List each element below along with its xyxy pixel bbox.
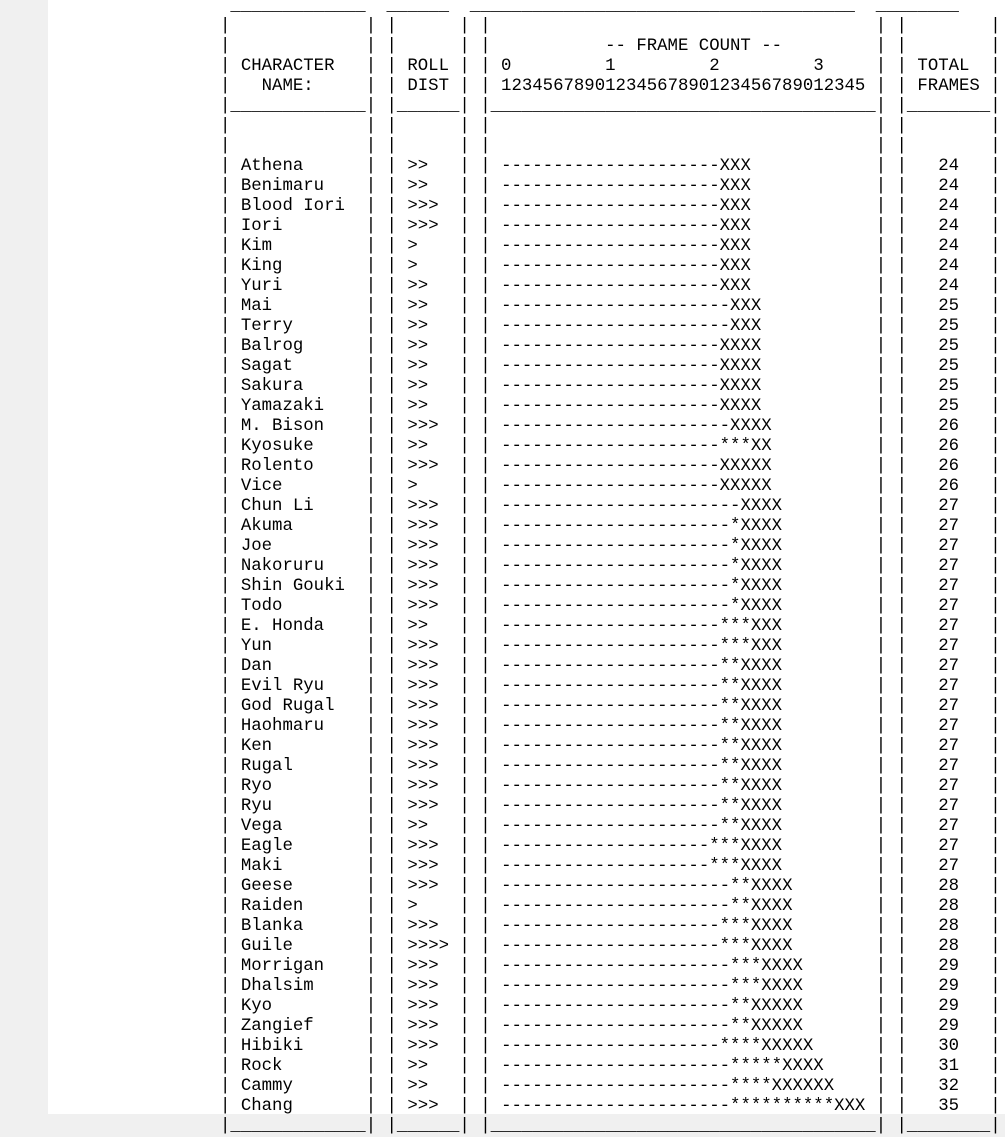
character-name: Dan (240, 657, 366, 676)
total-frames: 25 (917, 377, 991, 396)
frame-bar: ---------------------**XXXX (501, 717, 876, 736)
total-frames: 27 (917, 657, 991, 676)
character-name: Ryo (240, 777, 366, 796)
character-name: Chun Li (240, 497, 366, 516)
frame-bar: ---------------------XXX (501, 177, 876, 196)
character-name: Yuri (240, 277, 366, 296)
total-frames: 26 (917, 437, 991, 456)
frame-bar: ---------------------**XXXX (501, 817, 876, 836)
character-name: Sakura (240, 377, 366, 396)
total-frames: 29 (917, 977, 991, 996)
roll-distance: >>> (407, 857, 460, 876)
frame-bar: ---------------------**XXXX (501, 777, 876, 796)
character-name: Blood Iori (240, 197, 366, 216)
total-frames: 26 (917, 417, 991, 436)
roll-distance: >>> (407, 997, 460, 1016)
frame-bar: ----------------------***XXXX (501, 957, 876, 976)
total-frames: 24 (917, 277, 991, 296)
character-name: God Rugal (240, 697, 366, 716)
roll-distance: >>> (407, 557, 460, 576)
character-name: Rugal (240, 757, 366, 776)
total-frames: 27 (917, 777, 991, 796)
total-frames: 25 (917, 397, 991, 416)
total-frames: 25 (917, 357, 991, 376)
total-frames: 24 (917, 177, 991, 196)
frame-bar: ----------------------XXX (501, 317, 876, 336)
roll-distance: >> (407, 817, 460, 836)
character-name: M. Bison (240, 417, 366, 436)
character-name: Ryu (240, 797, 366, 816)
total-frames: 27 (917, 597, 991, 616)
character-name: Blanka (240, 917, 366, 936)
roll-distance: >> (407, 1057, 460, 1076)
total-frames: 27 (917, 617, 991, 636)
frame-bar: ---------------------XXX (501, 257, 876, 276)
total-frames: 24 (917, 157, 991, 176)
frame-bar: ---------------------XXXX (501, 377, 876, 396)
roll-distance: >> (407, 617, 460, 636)
character-name: Akuma (240, 517, 366, 536)
frame-bar: --------------------***XXXX (501, 837, 876, 856)
total-frames: 28 (917, 877, 991, 896)
total-frames: 27 (917, 857, 991, 876)
column-header-name: NAME: (261, 77, 314, 96)
roll-distance: > (407, 477, 460, 496)
roll-distance: >>> (407, 737, 460, 756)
roll-distance: >>> (407, 1097, 460, 1116)
frame-bar: ----------------------*XXXX (501, 517, 876, 536)
character-name: Rolento (240, 457, 366, 476)
roll-distance: >>> (407, 777, 460, 796)
frame-bar: --------------------***XXXX (501, 857, 876, 876)
roll-distance: >>> (407, 977, 460, 996)
character-name: Shin Gouki (240, 577, 366, 596)
total-frames: 27 (917, 677, 991, 696)
character-name: Dhalsim (240, 977, 366, 996)
character-name: Vega (240, 817, 366, 836)
total-frames: 30 (917, 1037, 991, 1056)
frame-bar: ----------------------*XXXX (501, 557, 876, 576)
character-name: E. Honda (240, 617, 366, 636)
frame-bar: ---------------------****XXXXX (501, 1037, 876, 1056)
roll-distance: >> (407, 317, 460, 336)
roll-distance: >>> (407, 657, 460, 676)
roll-distance: >>> (407, 577, 460, 596)
roll-distance: >>> (407, 1017, 460, 1036)
roll-distance: >>> (407, 717, 460, 736)
column-header-character: CHARACTER (240, 57, 335, 76)
total-frames: 24 (917, 217, 991, 236)
frame-bar: ---------------------XXX (501, 197, 876, 216)
roll-distance: >>> (407, 837, 460, 856)
frame-bar: ---------------------XXX (501, 237, 876, 256)
ruler-digits: 12345678901234567890123456789012345 (501, 77, 866, 96)
total-frames: 27 (917, 537, 991, 556)
column-header-roll: ROLL (407, 57, 449, 76)
character-name: Balrog (240, 337, 366, 356)
character-name: Raiden (240, 897, 366, 916)
character-name: Evil Ryu (240, 677, 366, 696)
roll-distance: >>> (407, 1037, 460, 1056)
total-frames: 29 (917, 1017, 991, 1036)
frame-bar: ---------------------XXXX (501, 357, 876, 376)
roll-distance: >>> (407, 217, 460, 236)
frame-bar: ----------------------***XXXX (501, 977, 876, 996)
character-name: Todo (240, 597, 366, 616)
character-name: Cammy (240, 1077, 366, 1096)
roll-distance: >>> (407, 517, 460, 536)
total-frames: 29 (917, 957, 991, 976)
total-frames: 27 (917, 637, 991, 656)
roll-distance: >>> (407, 697, 460, 716)
total-frames: 31 (917, 1057, 991, 1076)
total-frames: 27 (917, 577, 991, 596)
total-frames: 29 (917, 997, 991, 1016)
frame-bar: ----------------------**XXXXX (501, 997, 876, 1016)
character-name: Kyosuke (240, 437, 366, 456)
frame-bar: ---------------------**XXXX (501, 677, 876, 696)
character-name: Geese (240, 877, 366, 896)
roll-distance: >>> (407, 417, 460, 436)
roll-distance: >>> (407, 597, 460, 616)
roll-distance: >>> (407, 537, 460, 556)
frame-bar: ---------------------XXX (501, 217, 876, 236)
total-frames: 27 (917, 757, 991, 776)
total-frames: 27 (917, 737, 991, 756)
total-frames: 27 (917, 797, 991, 816)
roll-distance: >>> (407, 457, 460, 476)
frame-bar: ----------------------****XXXXXX (501, 1077, 876, 1096)
total-frames: 27 (917, 497, 991, 516)
roll-distance: >> (407, 1077, 460, 1096)
character-name: Sagat (240, 357, 366, 376)
frame-bar: ---------------------**XXXX (501, 757, 876, 776)
frame-bar: ----------------------XXX (501, 297, 876, 316)
character-name: Kyo (240, 997, 366, 1016)
roll-distance: > (407, 237, 460, 256)
roll-distance: >>> (407, 637, 460, 656)
roll-distance: >>> (407, 197, 460, 216)
total-frames: 27 (917, 517, 991, 536)
roll-distance: >>> (407, 797, 460, 816)
frame-bar: ---------------------**XXXX (501, 697, 876, 716)
roll-distance: >> (407, 337, 460, 356)
total-frames: 35 (917, 1097, 991, 1116)
total-frames: 32 (917, 1077, 991, 1096)
character-name: Iori (240, 217, 366, 236)
total-frames: 28 (917, 897, 991, 916)
character-name: Nakoruru (240, 557, 366, 576)
character-name: Eagle (240, 837, 366, 856)
frame-bar: ---------------------XXXXX (501, 477, 876, 496)
total-frames: 25 (917, 337, 991, 356)
roll-distance: >> (407, 277, 460, 296)
total-frames: 24 (917, 237, 991, 256)
character-name: Zangief (240, 1017, 366, 1036)
roll-distance: >> (407, 397, 460, 416)
total-frames: 24 (917, 257, 991, 276)
frame-count-title: -- FRAME COUNT -- (605, 37, 783, 56)
frame-bar: -----------------------XXXX (501, 497, 876, 516)
frame-bar: ---------------------XXX (501, 277, 876, 296)
total-frames: 27 (917, 837, 991, 856)
roll-distance: >>> (407, 497, 460, 516)
character-name: Ken (240, 737, 366, 756)
character-name: Benimaru (240, 177, 366, 196)
character-name: Joe (240, 537, 366, 556)
roll-distance: >> (407, 157, 460, 176)
character-name: Terry (240, 317, 366, 336)
character-name: Chang (240, 1097, 366, 1116)
roll-distance: >> (407, 357, 460, 376)
frame-bar: ----------------------*XXXX (501, 577, 876, 596)
character-name: Mai (240, 297, 366, 316)
frame-bar: ---------------------***XX (501, 437, 876, 456)
frame-bar: ---------------------**XXXX (501, 657, 876, 676)
roll-distance: >>> (407, 877, 460, 896)
character-name: Maki (240, 857, 366, 876)
total-frames: 26 (917, 477, 991, 496)
frame-bar: ----------------------**XXXX (501, 897, 876, 916)
roll-distance: >> (407, 377, 460, 396)
character-name: Hibiki (240, 1037, 366, 1056)
total-frames: 25 (917, 297, 991, 316)
total-frames: 27 (917, 557, 991, 576)
roll-distance: >>> (407, 677, 460, 696)
total-frames: 27 (917, 697, 991, 716)
frame-bar: ---------------------XXX (501, 157, 876, 176)
document-page (48, 0, 1005, 1136)
total-frames: 27 (917, 717, 991, 736)
frame-bar: ---------------------***XXXX (501, 937, 876, 956)
frame-bar: ----------------------*****XXXX (501, 1057, 876, 1076)
column-header-dist: DIST (407, 77, 449, 96)
roll-distance: > (407, 257, 460, 276)
character-name: Kim (240, 237, 366, 256)
frame-bar: ----------------------**XXXXX (501, 1017, 876, 1036)
frame-bar: ---------------------**XXXX (501, 737, 876, 756)
frame-bar: ----------------------XXXX (501, 417, 876, 436)
roll-distance: >>> (407, 757, 460, 776)
total-frames: 28 (917, 937, 991, 956)
frame-count-table: _____________ ______ _____________________________________ ________ | | | | | | | | | | | | | -- FRAME COUNT -- | | | | CHARACTER | | ROLL | | 0 1 2 3 | | TOTAL | | NAME: | | DIST | | 12345678901234567890123456789012345 | | FRAMES | |_____________| |______| |_____________________________________| |________| | | | | | | | | | | | | | | | | | Athena | | >> | | ---------------------XXX | | 24 | | Benimaru | | >> | | ---------------------XXX | | 24 | | Blood Iori | | >>> | | ---------------------XXX | | 24 | | Iori | | >>> | | ---------------------XXX | | 24 | | Kim | | > | | ---------------------XXX | | 24 | | King | | > | | ---------------------XXX | | 24 | | Yuri | | >> | | ---------------------XXX | | 24 | | Mai | | >> | | ----------------------XXX | | 25 | | Terry | | >> | | ----------------------XXX | | 25 | | Balrog | | >> | | ---------------------XXXX | | 25 | | Sagat | | >> | | ---------------------XXXX | | 25 | | Sakura | | >> | | ---------------------XXXX | | 25 | | Yamazaki | | >> | | ---------------------XXXX | | 25 | | M. Bison | | >>> | | ----------------------XXXX | | 26 | | Kyosuke | | >> | | ---------------------***XX | | 26 | | Rolento | | >>> | | ---------------------XXXXX | | 26 | | Vice | | > | | ---------------------XXXXX | | 26 | | Chun Li | | >>> | | -----------------------XXXX | | 27 | | Akuma | | >>> | | ----------------------*XXXX | | 27 | | Joe | | >>> | | ----------------------*XXXX | | 27 | | Nakoruru | | >>> | | ----------------------*XXXX | | 27 | | Shin Gouki | | >>> | | ----------------------*XXXX | | 27 | | Todo | | >>> | | ----------------------*XXXX | | 27 | | E. Honda | | >> | | ---------------------***XXX | | 27 | | Yun | | >>> | | ---------------------***XXX | | 27 | | Dan | | >>> | | ---------------------**XXXX | | 27 | | Evil Ryu | | >>> | | ---------------------**XXXX | | 27 | | God Rugal | | >>> | | ---------------------**XXXX | | 27 | | Haohmaru | | >>> | | ---------------------**XXXX | | 27 | | Ken | | >>> | | ---------------------**XXXX | | 27 | | Rugal | | >>> | | ---------------------**XXXX | | 27 | | Ryo | | >>> | | ---------------------**XXXX | | 27 | | Ryu | | >>> | | ---------------------**XXXX | | 27 | | Vega | | >> | | ---------------------**XXXX | | 27 | | Eagle | | >>> | | --------------------***XXXX | | 27 | | Maki | | >>> | | --------------------***XXXX | | 27 | | Geese | | >>> | | ----------------------**XXXX | | 28 | | Raiden | | > | | ----------------------**XXXX | | 28 | | Blanka | | >>> | | ---------------------***XXXX | | 28 | | Guile | | >>>> | | ---------------------***XXXX | | 28 | | Morrigan | | >>> | | ----------------------***XXXX | | 29 | | Dhalsim | | >>> | | ----------------------***XXXX | | 29 | | Kyo | | >>> | | ----------------------**XXXXX | | 29 | | Zangief | | >>> | | ----------------------**XXXXX | | 29 | | Hibiki | | >>> | | ---------------------****XXXXX | | 30 | | Rock | | >> | | ----------------------*****XXXX | | 31 | | Cammy | | >> | | ----------------------****XXXXXX | | 32 | | Chang | | >>> | | ----------------------**********XXX | | 35 | |_____________| |______| |_____________________________________| |________| (220, 0, 1001, 1136)
total-frames: 28 (917, 917, 991, 936)
total-frames: 26 (917, 457, 991, 476)
roll-distance: >>> (407, 957, 460, 976)
ruler-tens-label: 1 (605, 57, 616, 76)
roll-distance: >>> (407, 917, 460, 936)
frame-bar: ---------------------XXXX (501, 397, 876, 416)
frame-bar: ---------------------XXXXX (501, 457, 876, 476)
roll-distance: > (407, 897, 460, 916)
character-name: Vice (240, 477, 366, 496)
character-name: Yun (240, 637, 366, 656)
total-frames: 27 (917, 817, 991, 836)
ruler-tens-label: 2 (709, 57, 720, 76)
roll-distance: >> (407, 297, 460, 316)
frame-bar: ---------------------XXXX (501, 337, 876, 356)
frame-bar: ---------------------***XXXX (501, 917, 876, 936)
character-name: Morrigan (240, 957, 366, 976)
column-header-frames: FRAMES (917, 77, 980, 96)
total-frames: 24 (917, 197, 991, 216)
character-name: Athena (240, 157, 366, 176)
ruler-tens-label: 3 (813, 57, 824, 76)
frame-bar: ----------------------*XXXX (501, 597, 876, 616)
character-name: Guile (240, 937, 366, 956)
frame-bar: ---------------------***XXX (501, 617, 876, 636)
character-name: Yamazaki (240, 397, 366, 416)
total-frames: 25 (917, 317, 991, 336)
ruler-tens-label: 0 (501, 57, 512, 76)
character-name: Rock (240, 1057, 366, 1076)
column-header-total: TOTAL (917, 57, 970, 76)
character-name: King (240, 257, 366, 276)
frame-bar: ----------------------*XXXX (501, 537, 876, 556)
roll-distance: >>>> (407, 937, 460, 956)
frame-bar: ----------------------**********XXX (501, 1097, 876, 1116)
frame-bar: ----------------------**XXXX (501, 877, 876, 896)
frame-bar: ---------------------***XXX (501, 637, 876, 656)
frame-bar: ---------------------**XXXX (501, 797, 876, 816)
roll-distance: >> (407, 177, 460, 196)
character-name: Haohmaru (240, 717, 366, 736)
roll-distance: >> (407, 437, 460, 456)
